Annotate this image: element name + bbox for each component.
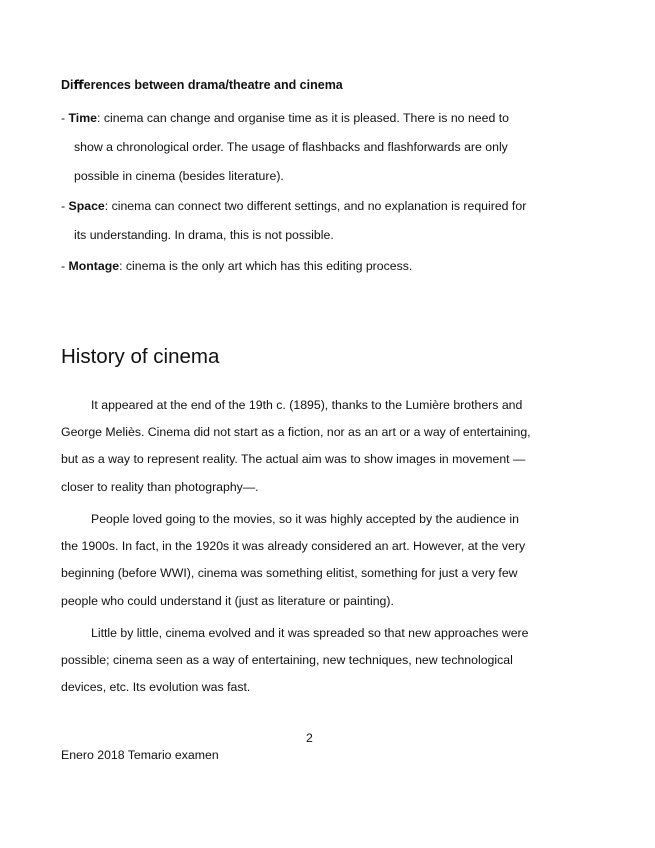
history-paragraph-3 [61,620,561,702]
bullet-term: Montage [68,259,120,273]
page-footer: Enero 2018 Temario examen [61,748,219,762]
paragraph-line: George Meliès. Cinema did not start as a fiction, nor as an art or a way of entertaining, [61,425,531,440]
bullet-text: : cinema can change and organise time as it is pleased. There is no need to [97,111,509,125]
paragraph-line: the 1900s. In fact, in the 1920s it was already considered an art. However, at the very [61,539,526,554]
bullet-term: Time [68,111,97,125]
bullet-term: Space [68,199,105,213]
bullet-text: : cinema is the only art which has this editing process. [119,259,413,273]
bullet-dash: - [61,111,69,125]
bullet-text: show a chronological order. The usage of flashbacks and flashforwards are only [74,140,508,154]
section-heading: Diﬀerences between drama/theatre and cinema [61,78,343,92]
paragraph-line: beginning (before WWI), cinema was something elitist, something for just a very few [61,566,518,581]
bullet-text: : cinema can connect two different settings, and no explanation is required for [104,199,527,213]
history-title: History of cinema [61,345,220,368]
bullet-text: its understanding. In drama, this is not possible. [74,228,334,242]
bullet-montage [61,252,561,281]
paragraph-line: but as a way to represent reality. The actual aim was to show images in movement — [61,452,526,467]
paragraph-line: It appeared at the end of the 19th c. (1895), thanks to the Lumière brothers and [91,398,523,412]
paragraph-line: closer to reality than photography—. [61,479,259,494]
bullet-dash: - [61,259,69,273]
paragraph-line: people who could understand it (just as literature or painting). [61,593,394,608]
paragraph-line: Little by little, cinema evolved and it was spreaded so that new approaches were [91,626,529,640]
paragraph-line: People loved going to the movies, so it was highly accepted by the audience in [91,512,519,526]
history-paragraph-2 [61,506,561,615]
bullet-dash: - [61,199,69,213]
page-number: 2 [306,731,313,745]
paragraph-line: devices, etc. Its evolution was fast. [61,680,251,695]
bullet-space [61,192,561,250]
paragraph-line: possible; cinema seen as a way of entertaining, new techniques, new technological [61,653,513,668]
history-paragraph-1 [61,392,561,501]
bullet-time [61,104,561,191]
bullet-text: possible in cinema (besides literature). [74,169,284,183]
